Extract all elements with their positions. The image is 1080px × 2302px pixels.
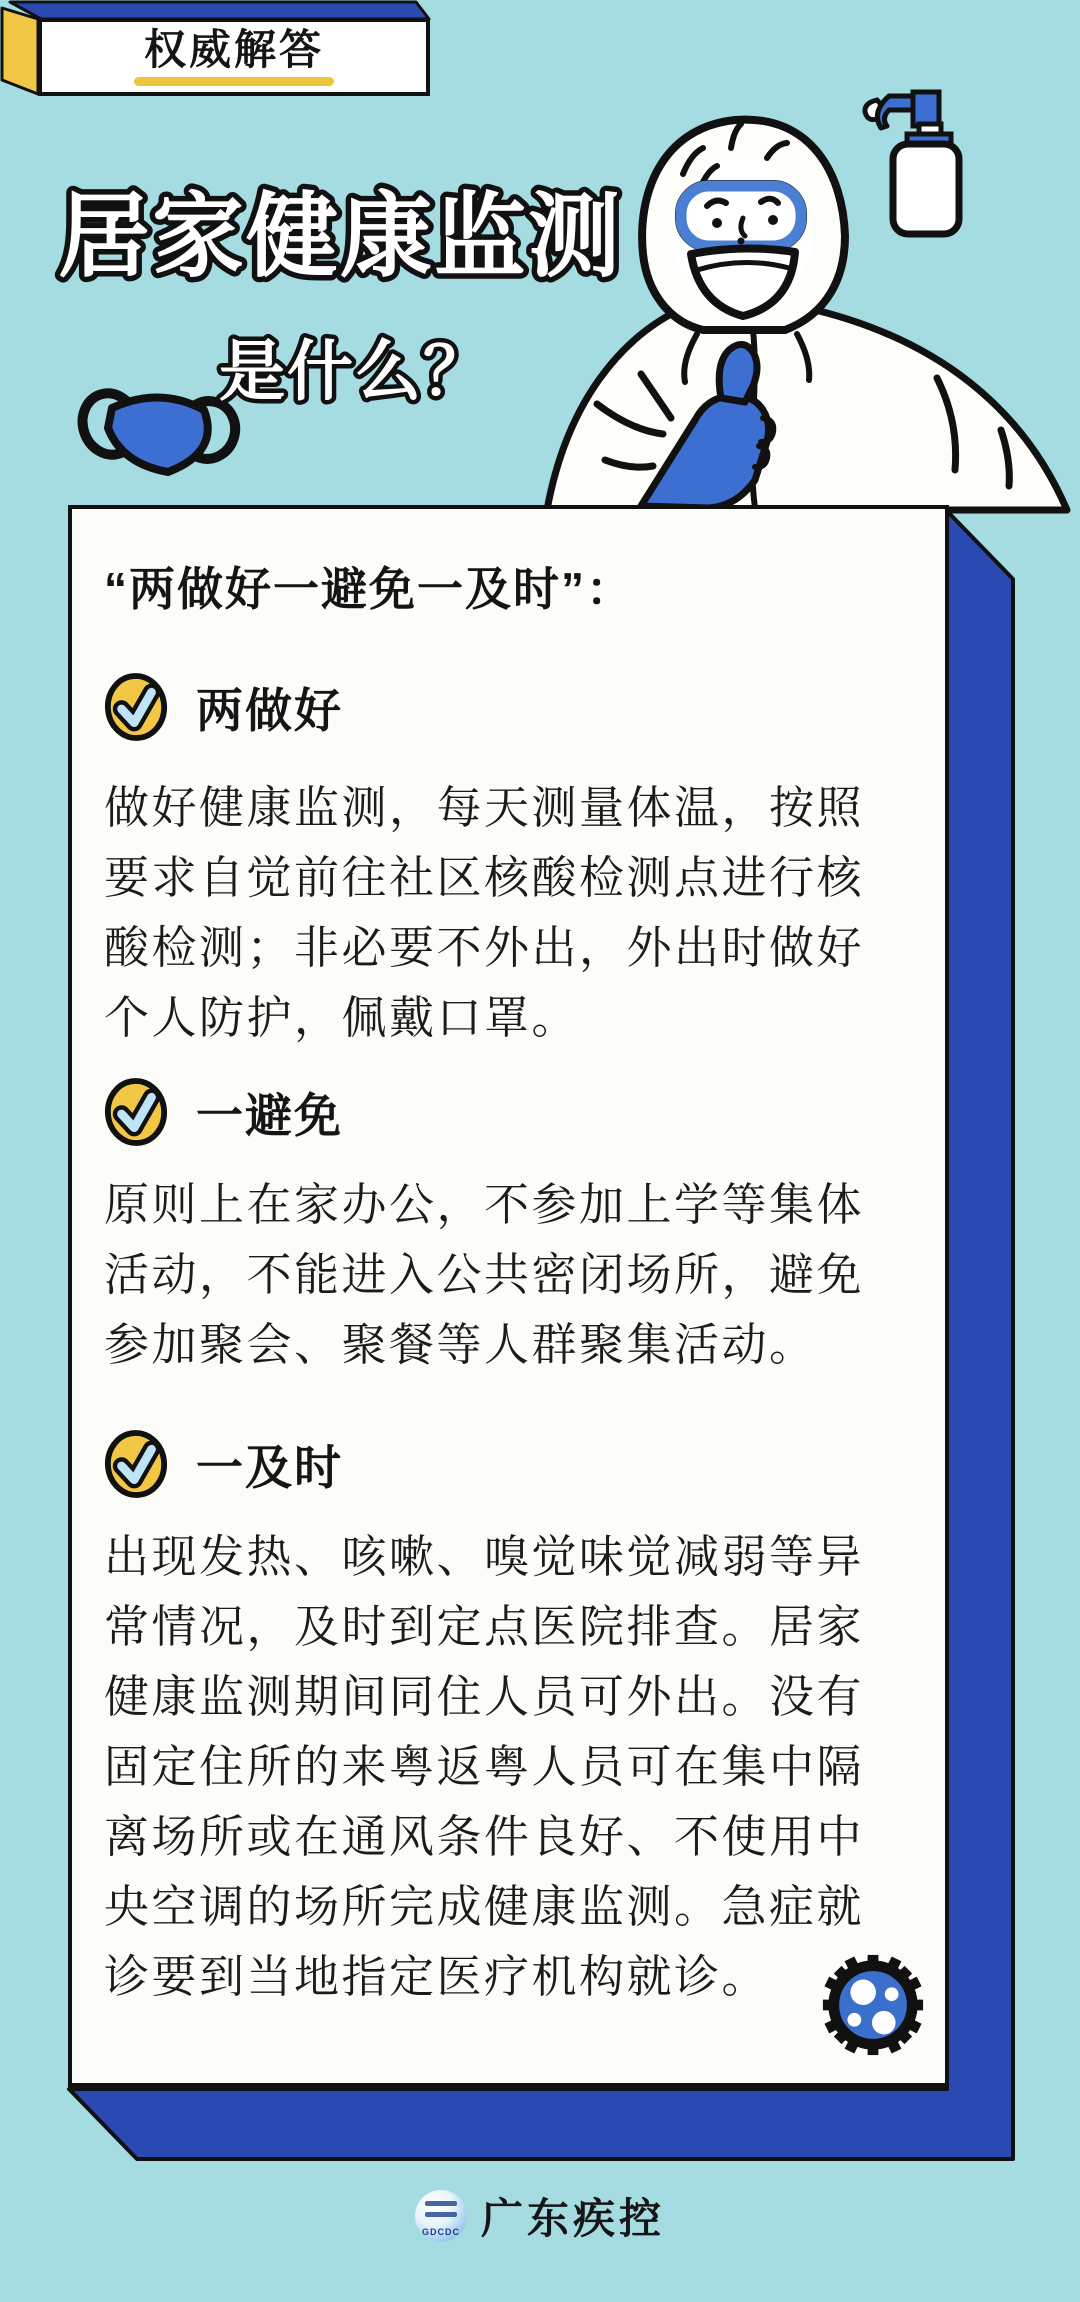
section-body-3 [104, 1522, 917, 2012]
section-body-2 [104, 1170, 917, 1380]
card-heading: “两做好一避免一及时”： [104, 563, 634, 615]
check-icon [102, 1428, 171, 1500]
body-line: 要求自觉前往社区核酸检测点进行核 [104, 852, 865, 903]
section-title: 一避免 [196, 1088, 343, 1142]
body-line: 央空调的场所完成健康监测。急症就 [104, 1881, 865, 1932]
badge-label: 权威解答 [143, 25, 324, 73]
section-head-3 [104, 1430, 917, 1498]
badge-side-face [2, 8, 38, 94]
body-line: 诊要到当地指定医疗机构就诊。 [104, 1951, 770, 2002]
logo-sub-text: GDCDC [421, 2227, 460, 2237]
body-line: 原则上在家办公，不参加上学等集体 [104, 1179, 865, 1230]
title-block [48, 146, 708, 426]
body-line: 参加聚会、聚餐等人群聚集活动。 [104, 1319, 817, 1370]
section-body-1 [104, 773, 917, 1053]
footer [0, 2186, 1080, 2246]
badge-top-face [10, 2, 429, 19]
content-card [68, 505, 949, 2087]
body-line: 个人防护，佩戴口罩。 [104, 992, 580, 1043]
page-title: 居家健康监测 [57, 186, 623, 288]
section-title: 两做好 [196, 683, 343, 737]
body-line: 做好健康监测，每天测量体温，按照 [104, 782, 865, 833]
body-line: 固定住所的来粤返粤人员可在集中隔 [104, 1741, 865, 1792]
badge-underline [134, 77, 334, 86]
badge-face [38, 18, 430, 96]
section-head-1 [104, 673, 917, 741]
body-line: 酸检测；非必要不外出，外出时做好 [104, 922, 865, 973]
gdcdc-logo [415, 2190, 467, 2242]
body-line: 常情况，及时到定点医院排查。居家 [104, 1601, 865, 1652]
logo-glyph-decoration [425, 2212, 457, 2217]
body-line: 离场所或在通风条件良好、不使用中 [104, 1811, 865, 1862]
body-line: 活动，不能进入公共密闭场所，避免 [104, 1249, 865, 1300]
body-line: 出现发热、咳嗽、嗅觉味觉减弱等异 [104, 1531, 865, 1582]
footer-brand: 广东疾控 [480, 2195, 665, 2242]
page-subtitle: 是什么？ [219, 334, 491, 408]
badge [0, 0, 470, 112]
section-title: 一及时 [196, 1440, 343, 1494]
check-icon [102, 671, 171, 743]
sanitizer-bottle-icon [865, 92, 959, 234]
body-line: 健康监测期间同住人员可外出。没有 [104, 1671, 865, 1722]
logo-glyph-decoration [425, 2201, 457, 2206]
check-icon [102, 1076, 171, 1148]
virus-icon [819, 1951, 927, 2059]
section-head-2 [104, 1078, 917, 1146]
